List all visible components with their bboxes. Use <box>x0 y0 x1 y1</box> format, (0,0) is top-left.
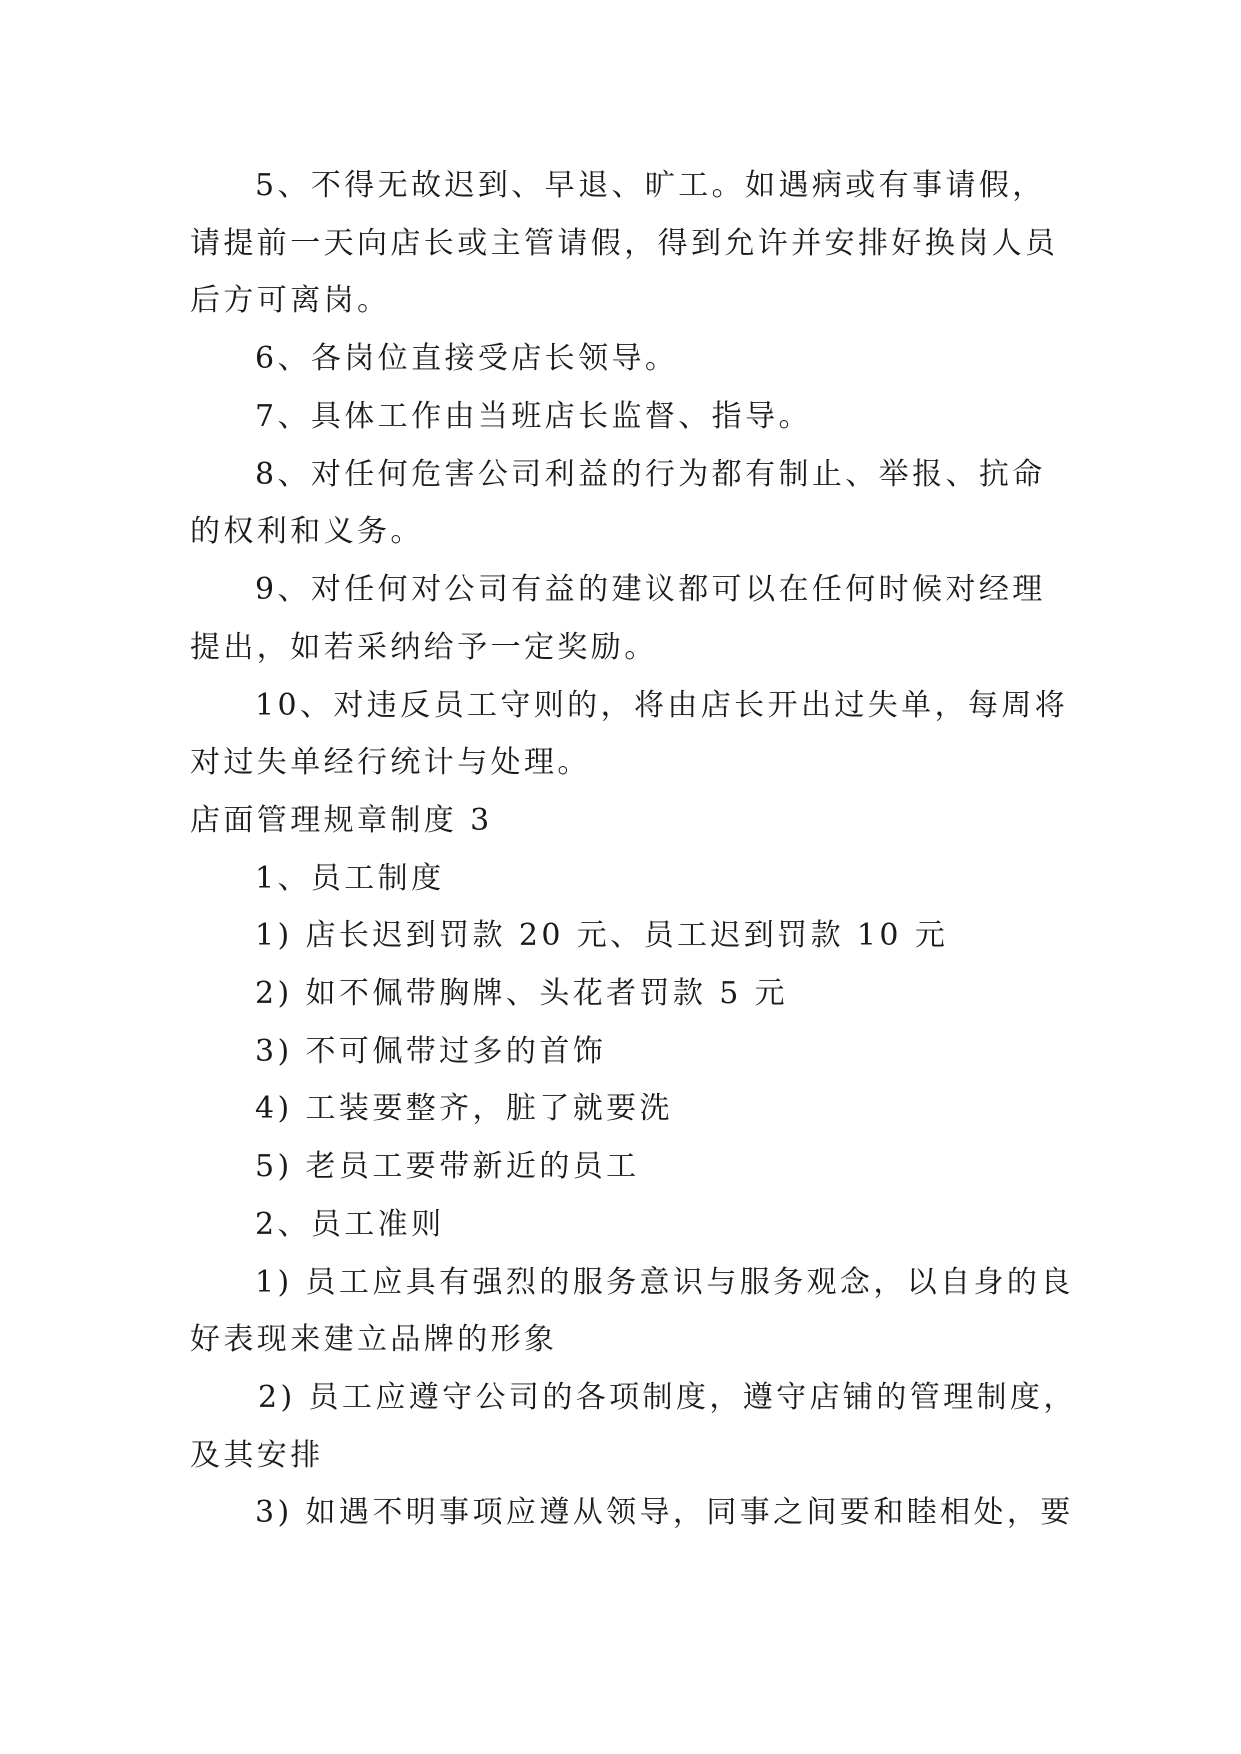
paragraph-line: 好表现来建立品牌的形象 <box>190 1322 558 1357</box>
paragraph-line: 4) 工装要整齐，脏了就要洗 <box>255 1091 673 1126</box>
paragraph-line: 1、员工制度 <box>255 861 445 896</box>
section-heading: 店面管理规章制度 3 <box>190 803 493 838</box>
paragraph-line: 1) 店长迟到罚款 20 元、员工迟到罚款 10 元 <box>255 918 949 953</box>
paragraph-line: 后方可离岗。 <box>190 283 391 318</box>
paragraph-line: 请提前一天向店长或主管请假，得到允许并安排好换岗人员 <box>190 226 1059 261</box>
paragraph-line: 7、具体工作由当班店长监督、指导。 <box>255 399 812 434</box>
paragraph-line: 对过失单经行统计与处理。 <box>190 745 591 780</box>
paragraph-line: 3) 如遇不明事项应遵从领导，同事之间要和睦相处，要 <box>255 1495 1074 1530</box>
paragraph-line: 5、不得无故迟到、早退、旷工。如遇病或有事请假， <box>255 168 1046 203</box>
paragraph-line: 3) 不可佩带过多的首饰 <box>255 1034 607 1069</box>
paragraph-line: 2) 员工应遵守公司的各项制度，遵守店铺的管理制度， <box>258 1380 1077 1415</box>
paragraph-line: 2、员工准则 <box>255 1207 445 1242</box>
paragraph-line: 6、各岗位直接受店长领导。 <box>255 341 679 376</box>
paragraph-line: 8、对任何危害公司利益的行为都有制止、举报、抗命 <box>255 457 1046 492</box>
paragraph-line: 2) 如不佩带胸牌、头花者罚款 5 元 <box>255 976 789 1011</box>
paragraph-line: 1) 员工应具有强烈的服务意识与服务观念，以自身的良 <box>255 1265 1074 1300</box>
paragraph-line: 5) 老员工要带新近的员工 <box>255 1149 640 1184</box>
paragraph-line: 及其安排 <box>190 1438 324 1473</box>
paragraph-line: 9、对任何对公司有益的建议都可以在任何时候对经理 <box>255 572 1046 607</box>
paragraph-line: 提出，如若采纳给予一定奖励。 <box>190 630 658 665</box>
paragraph-line: 的权利和义务。 <box>190 514 424 549</box>
paragraph-line: 10、对违反员工守则的，将由店长开出过失单，每周将 <box>255 688 1069 723</box>
